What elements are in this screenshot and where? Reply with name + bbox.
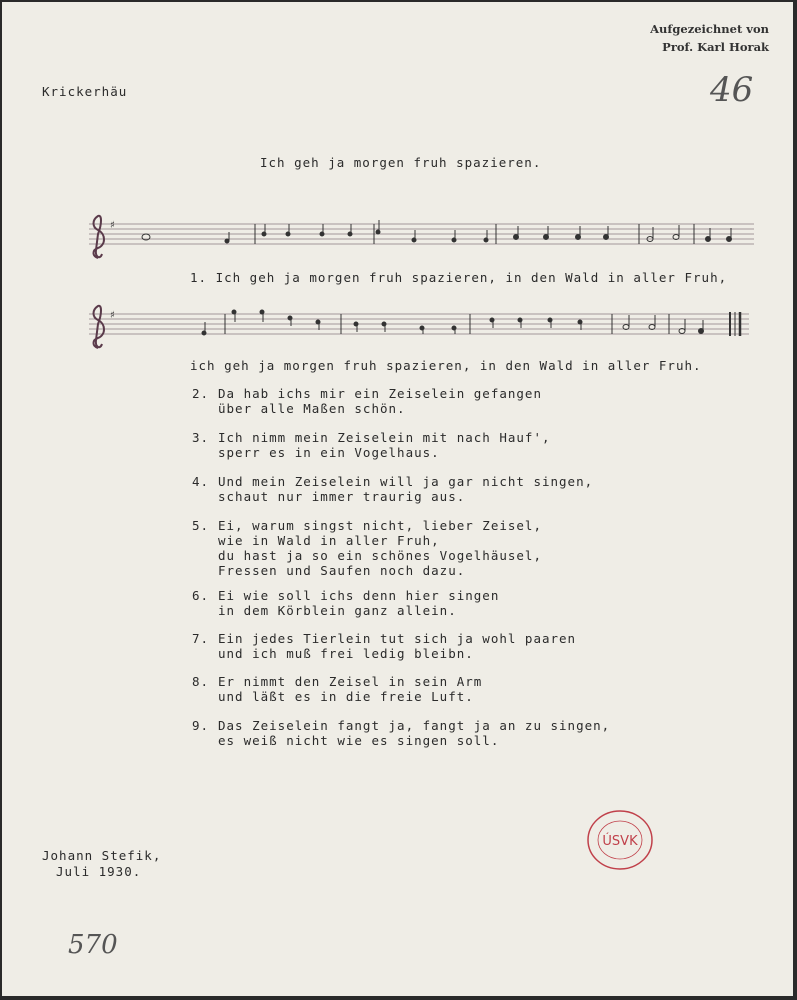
music-staff-1 — [84, 210, 759, 265]
verse-number: 5. — [192, 518, 210, 533]
handwritten-archive-number: 570 — [68, 930, 118, 960]
stamp-text: ÚSVK — [602, 834, 638, 849]
verse-9 — [192, 718, 610, 748]
song-title: Ich geh ja morgen fruh spazieren. — [260, 155, 542, 170]
document-page — [2, 2, 793, 996]
verse-number: 9. — [192, 718, 210, 733]
verse-number: 6. — [192, 588, 210, 603]
verse-line: Ich nimm mein Zeiselein mit nach Hauf', — [218, 430, 551, 445]
recorder-line-1: Aufgezeichnet von — [650, 22, 769, 36]
verse-line: wie in Wald in aller Fruh, — [218, 533, 440, 548]
recorder-line-2: Prof. Karl Horak — [662, 40, 769, 54]
verse-number: 2. — [192, 386, 210, 401]
verse-7 — [192, 631, 576, 661]
verse-line: Fressen und Saufen noch dazu. — [218, 563, 466, 578]
svg-text:♯: ♯ — [110, 220, 115, 231]
svg-text:♯: ♯ — [110, 310, 115, 321]
verse-line: Das Zeiselein fangt ja, fangt ja an zu singen, — [218, 718, 611, 733]
archive-stamp-icon — [585, 808, 655, 872]
verse-line: Ei, warum singst nicht, lieber Zeisel, — [218, 518, 542, 533]
lyric-line-2: ich geh ja morgen fruh spazieren, in den Wald in aller Fruh. — [190, 358, 702, 373]
verse-line: und ich muß frei ledig bleibn. — [218, 646, 474, 661]
lyric-line-1: 1. Ich geh ja morgen fruh spazieren, in den Wald in aller Fruh, — [190, 270, 728, 285]
verse-8 — [192, 674, 482, 704]
verse-number: 4. — [192, 474, 210, 489]
verse-2 — [192, 386, 542, 416]
signature-name: Johann Stefik, — [42, 848, 162, 863]
verse-line: und läßt es in die freie Luft. — [218, 689, 474, 704]
verse-number: 8. — [192, 674, 210, 689]
verse-line: über alle Maßen schön. — [218, 401, 406, 416]
music-staff-2 — [84, 300, 759, 355]
verse-line: schaut nur immer traurig aus. — [218, 489, 466, 504]
recorder-credit — [650, 20, 769, 56]
verse-line: Er nimmt den Zeisel in sein Arm — [218, 674, 483, 689]
verse-line: in dem Körblein ganz allein. — [218, 603, 457, 618]
treble-clef-icon — [94, 306, 105, 348]
signature-date: Juli 1930. — [56, 864, 142, 879]
verse-6 — [192, 588, 499, 618]
verse-3 — [192, 430, 551, 460]
verse-line: Ein jedes Tierlein tut sich ja wohl paaren — [218, 631, 577, 646]
verse-number: 3. — [192, 430, 210, 445]
verse-5 — [192, 518, 542, 578]
place-name: Krickerhäu — [42, 84, 128, 99]
verse-line: Da hab ichs mir ein Zeiselein gefangen — [218, 386, 542, 401]
verse-line: Ei wie soll ichs denn hier singen — [218, 588, 500, 603]
verse-line: es weiß nicht wie es singen soll. — [218, 733, 500, 748]
verse-line: du hast ja so ein schönes Vogelhäusel, — [218, 548, 542, 563]
verse-4 — [192, 474, 593, 504]
verse-line: sperr es in ein Vogelhaus. — [218, 445, 440, 460]
handwritten-page-number: 46 — [710, 70, 754, 110]
treble-clef-icon — [94, 216, 105, 258]
verse-line: Und mein Zeiselein will ja gar nicht singen, — [218, 474, 594, 489]
verse-number: 7. — [192, 631, 210, 646]
